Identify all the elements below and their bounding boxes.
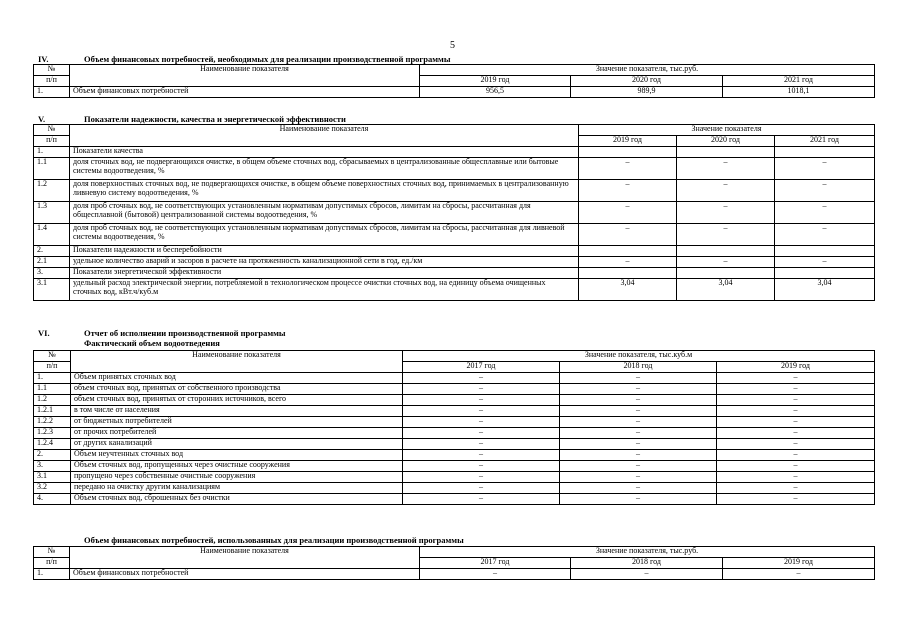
row-value: 1018,1 bbox=[723, 87, 875, 98]
row-number: 1.2.4 bbox=[34, 439, 71, 450]
row-number: 1.2 bbox=[34, 395, 71, 406]
row-value: – bbox=[560, 494, 717, 505]
row-name: доля проб сточных вод, не соответствующих установленным нормативам допустимых сбросов, лимитам на сбросы, рассчитанная для общесплавной (бытовой) централизованной системы водоотведения, % bbox=[70, 202, 579, 224]
col-name-header: Наименование показателя bbox=[70, 125, 579, 147]
row-value: – bbox=[403, 406, 560, 417]
year-header: 2019 год bbox=[579, 136, 677, 147]
row-value: – bbox=[579, 180, 677, 202]
row-number: 1. bbox=[34, 569, 70, 580]
year-header: 2017 год bbox=[420, 558, 571, 569]
table-row bbox=[34, 246, 875, 257]
year-header: 2020 год bbox=[571, 76, 723, 87]
row-value: – bbox=[677, 202, 775, 224]
section-iv-heading bbox=[38, 54, 450, 64]
row-value: – bbox=[403, 483, 560, 494]
row-number: 3. bbox=[34, 268, 70, 279]
section-vi-subtitle: Фактический объем водоотведения bbox=[84, 338, 220, 348]
row-number: 3. bbox=[34, 461, 71, 472]
row-value: – bbox=[579, 158, 677, 180]
year-header: 2018 год bbox=[571, 558, 723, 569]
row-name: Показатели качества bbox=[70, 147, 579, 158]
row-value: – bbox=[775, 257, 875, 268]
table-row bbox=[34, 494, 875, 505]
row-value: – bbox=[717, 461, 875, 472]
row-value: – bbox=[717, 439, 875, 450]
row-name: Объем принятых сточных вод bbox=[71, 373, 403, 384]
row-name: пропущено через собственные очистные сооружения bbox=[71, 472, 403, 483]
row-number: 3.1 bbox=[34, 472, 71, 483]
year-header: 2019 год bbox=[420, 76, 571, 87]
table-row bbox=[34, 461, 875, 472]
row-value: – bbox=[403, 494, 560, 505]
row-value: – bbox=[560, 384, 717, 395]
row-value: – bbox=[579, 224, 677, 246]
row-value: – bbox=[420, 569, 571, 580]
row-number: 2.1 bbox=[34, 257, 70, 268]
row-number: 1.2.1 bbox=[34, 406, 71, 417]
row-value: – bbox=[403, 439, 560, 450]
table-row bbox=[34, 450, 875, 461]
row-value: – bbox=[560, 472, 717, 483]
table-header-row bbox=[34, 547, 875, 558]
row-name: от прочих потребителей bbox=[71, 428, 403, 439]
page-number: 5 bbox=[450, 40, 455, 51]
row-number: 1.1 bbox=[34, 158, 70, 180]
section-v-heading bbox=[38, 114, 346, 124]
row-number: 1.2.3 bbox=[34, 428, 71, 439]
row-name: доля сточных вод, не подвергающихся очистке, в общем объеме сточных вод, сбрасываемых в централизованные общесплавные или бытовые системы водоотведения, % bbox=[70, 158, 579, 180]
row-value: – bbox=[403, 395, 560, 406]
row-value: – bbox=[560, 395, 717, 406]
row-name: удельный расход электрической энергии, потребляемой в технологическом процессе очистки сточных вод, на единицу объема очищенных сточных вод, кВт.ч/куб.м bbox=[70, 279, 579, 301]
row-value: – bbox=[677, 158, 775, 180]
row-number: 4. bbox=[34, 494, 71, 505]
table-row bbox=[34, 483, 875, 494]
row-value: – bbox=[579, 257, 677, 268]
table-row bbox=[34, 257, 875, 268]
row-value: – bbox=[560, 406, 717, 417]
row-value: – bbox=[775, 180, 875, 202]
table-row bbox=[34, 147, 875, 158]
year-header: 2020 год bbox=[677, 136, 775, 147]
row-name: передано на очистку другим канализациям bbox=[71, 483, 403, 494]
row-value: 989,9 bbox=[571, 87, 723, 98]
row-name: Объем сточных вод, пропущенных через очистные сооружения bbox=[71, 461, 403, 472]
section-v-number: V. bbox=[38, 114, 46, 124]
col-values-header: Значение показателя, тыс.руб. bbox=[420, 65, 875, 76]
row-value: – bbox=[717, 483, 875, 494]
row-value: 956,5 bbox=[420, 87, 571, 98]
row-name: удельное количество аварий и засоров в расчете на протяженность канализационной сети в год, ед./км bbox=[70, 257, 579, 268]
row-value: – bbox=[717, 406, 875, 417]
col-values-header: Значение показателя bbox=[579, 125, 875, 136]
table-row bbox=[34, 417, 875, 428]
row-value: – bbox=[717, 373, 875, 384]
row-value: – bbox=[560, 439, 717, 450]
row-name: Объем финансовых потребностей bbox=[70, 569, 420, 580]
row-value: – bbox=[717, 450, 875, 461]
col-num-subheader: п/п bbox=[34, 76, 70, 87]
table-row bbox=[34, 268, 875, 279]
row-value: – bbox=[571, 569, 723, 580]
col-name-header: Наименование показателя bbox=[70, 547, 420, 569]
row-number: 1.2 bbox=[34, 180, 70, 202]
row-name: Объем сточных вод, сброшенных без очистки bbox=[71, 494, 403, 505]
col-values-header: Значение показателя, тыс.куб.м bbox=[403, 351, 875, 362]
col-num-header: № bbox=[34, 351, 71, 362]
table-row bbox=[34, 224, 875, 246]
table-header-row bbox=[34, 65, 875, 76]
row-value: – bbox=[717, 472, 875, 483]
row-number: 3.1 bbox=[34, 279, 70, 301]
year-header: 2021 год bbox=[723, 76, 875, 87]
table-row bbox=[34, 406, 875, 417]
table-row bbox=[34, 180, 875, 202]
row-value: – bbox=[403, 384, 560, 395]
row-number: 1. bbox=[34, 87, 70, 98]
col-name-header: Наименование показателя bbox=[71, 351, 403, 373]
table-row bbox=[34, 472, 875, 483]
section-iv-table bbox=[33, 64, 875, 98]
row-value: – bbox=[717, 395, 875, 406]
row-name: Показатели надежности и бесперебойности bbox=[70, 246, 579, 257]
row-value: – bbox=[579, 202, 677, 224]
row-number: 3.2 bbox=[34, 483, 71, 494]
row-value: 3,04 bbox=[579, 279, 677, 301]
section-iv-number: IV. bbox=[38, 54, 49, 64]
row-value: – bbox=[403, 417, 560, 428]
row-value: – bbox=[717, 417, 875, 428]
col-num-subheader: п/п bbox=[34, 558, 70, 569]
row-value: – bbox=[775, 224, 875, 246]
table-row bbox=[34, 569, 875, 580]
row-name: Объем неучтенных сточных вод bbox=[71, 450, 403, 461]
row-value: – bbox=[723, 569, 875, 580]
row-name: в том числе от населения bbox=[71, 406, 403, 417]
section-v-title: Показатели надежности, качества и энергетической эффективности bbox=[84, 114, 346, 124]
section-vi-number: VI. bbox=[38, 328, 50, 338]
table-row bbox=[34, 202, 875, 224]
table-row bbox=[34, 428, 875, 439]
year-header: 2021 год bbox=[775, 136, 875, 147]
row-value: – bbox=[775, 202, 875, 224]
row-name: от других канализаций bbox=[71, 439, 403, 450]
row-value: 3,04 bbox=[677, 279, 775, 301]
year-header: 2017 год bbox=[403, 362, 560, 373]
row-value: – bbox=[403, 450, 560, 461]
row-number: 1.1 bbox=[34, 384, 71, 395]
row-name: доля проб сточных вод, не соответствующих установленным нормативам допустимых сбросов, лимитам на сбросы, рассчитанная для ливневой системы водоотведения, % bbox=[70, 224, 579, 246]
row-number: 2. bbox=[34, 450, 71, 461]
row-name: объем сточных вод, принятых от сторонних источников, всего bbox=[71, 395, 403, 406]
section-vii-title: Объем финансовых потребностей, использованных для реализации производственной программы bbox=[84, 535, 464, 545]
table-row bbox=[34, 439, 875, 450]
row-value: – bbox=[717, 494, 875, 505]
row-number: 1. bbox=[34, 373, 71, 384]
table-row bbox=[34, 158, 875, 180]
col-num-subheader: п/п bbox=[34, 362, 71, 373]
table-row bbox=[34, 279, 875, 301]
row-value: – bbox=[677, 180, 775, 202]
row-name: объем сточных вод, принятых от собственного производства bbox=[71, 384, 403, 395]
row-name: доля поверхностных сточных вод, не подвергающихся очистке, в общем объеме поверхностных сточных вод, принимаемых в централизованную ливневую систему водоотведения, % bbox=[70, 180, 579, 202]
table-row bbox=[34, 395, 875, 406]
col-values-header: Значение показателя, тыс.руб. bbox=[420, 547, 875, 558]
section-vi-table bbox=[33, 350, 875, 505]
row-value: 3,04 bbox=[775, 279, 875, 301]
row-value: – bbox=[403, 428, 560, 439]
col-num-subheader: п/п bbox=[34, 136, 70, 147]
section-vi-heading bbox=[38, 328, 286, 338]
row-value: – bbox=[560, 417, 717, 428]
table-header-row bbox=[34, 351, 875, 362]
row-value: – bbox=[403, 472, 560, 483]
table-row bbox=[34, 87, 875, 98]
row-number: 2. bbox=[34, 246, 70, 257]
row-value: – bbox=[677, 257, 775, 268]
row-value: – bbox=[560, 461, 717, 472]
col-name-header: Наименование показателя bbox=[70, 65, 420, 87]
table-row bbox=[34, 373, 875, 384]
row-name: Объем финансовых потребностей bbox=[70, 87, 420, 98]
row-name: от бюджетных потребителей bbox=[71, 417, 403, 428]
section-vi-title: Отчет об исполнении производственной программы bbox=[84, 328, 286, 338]
row-value: – bbox=[717, 384, 875, 395]
col-num-header: № bbox=[34, 65, 70, 76]
section-vii-table bbox=[33, 546, 875, 580]
section-v-table bbox=[33, 124, 875, 301]
year-header: 2018 год bbox=[560, 362, 717, 373]
row-value: – bbox=[717, 428, 875, 439]
row-value: – bbox=[560, 483, 717, 494]
row-number: 1. bbox=[34, 147, 70, 158]
row-number: 1.3 bbox=[34, 202, 70, 224]
row-value: – bbox=[560, 428, 717, 439]
year-header: 2019 год bbox=[723, 558, 875, 569]
row-name: Показатели энергетической эффективности bbox=[70, 268, 579, 279]
row-value: – bbox=[403, 373, 560, 384]
row-value: – bbox=[677, 224, 775, 246]
col-num-header: № bbox=[34, 125, 70, 136]
row-value: – bbox=[560, 373, 717, 384]
table-header-row bbox=[34, 125, 875, 136]
row-number: 1.2.2 bbox=[34, 417, 71, 428]
section-iv-title: Объем финансовых потребностей, необходимых для реализации производственной программы bbox=[84, 54, 451, 64]
row-value: – bbox=[403, 461, 560, 472]
row-number: 1.4 bbox=[34, 224, 70, 246]
row-value: – bbox=[775, 158, 875, 180]
col-num-header: № bbox=[34, 547, 70, 558]
row-value: – bbox=[560, 450, 717, 461]
table-row bbox=[34, 384, 875, 395]
year-header: 2019 год bbox=[717, 362, 875, 373]
